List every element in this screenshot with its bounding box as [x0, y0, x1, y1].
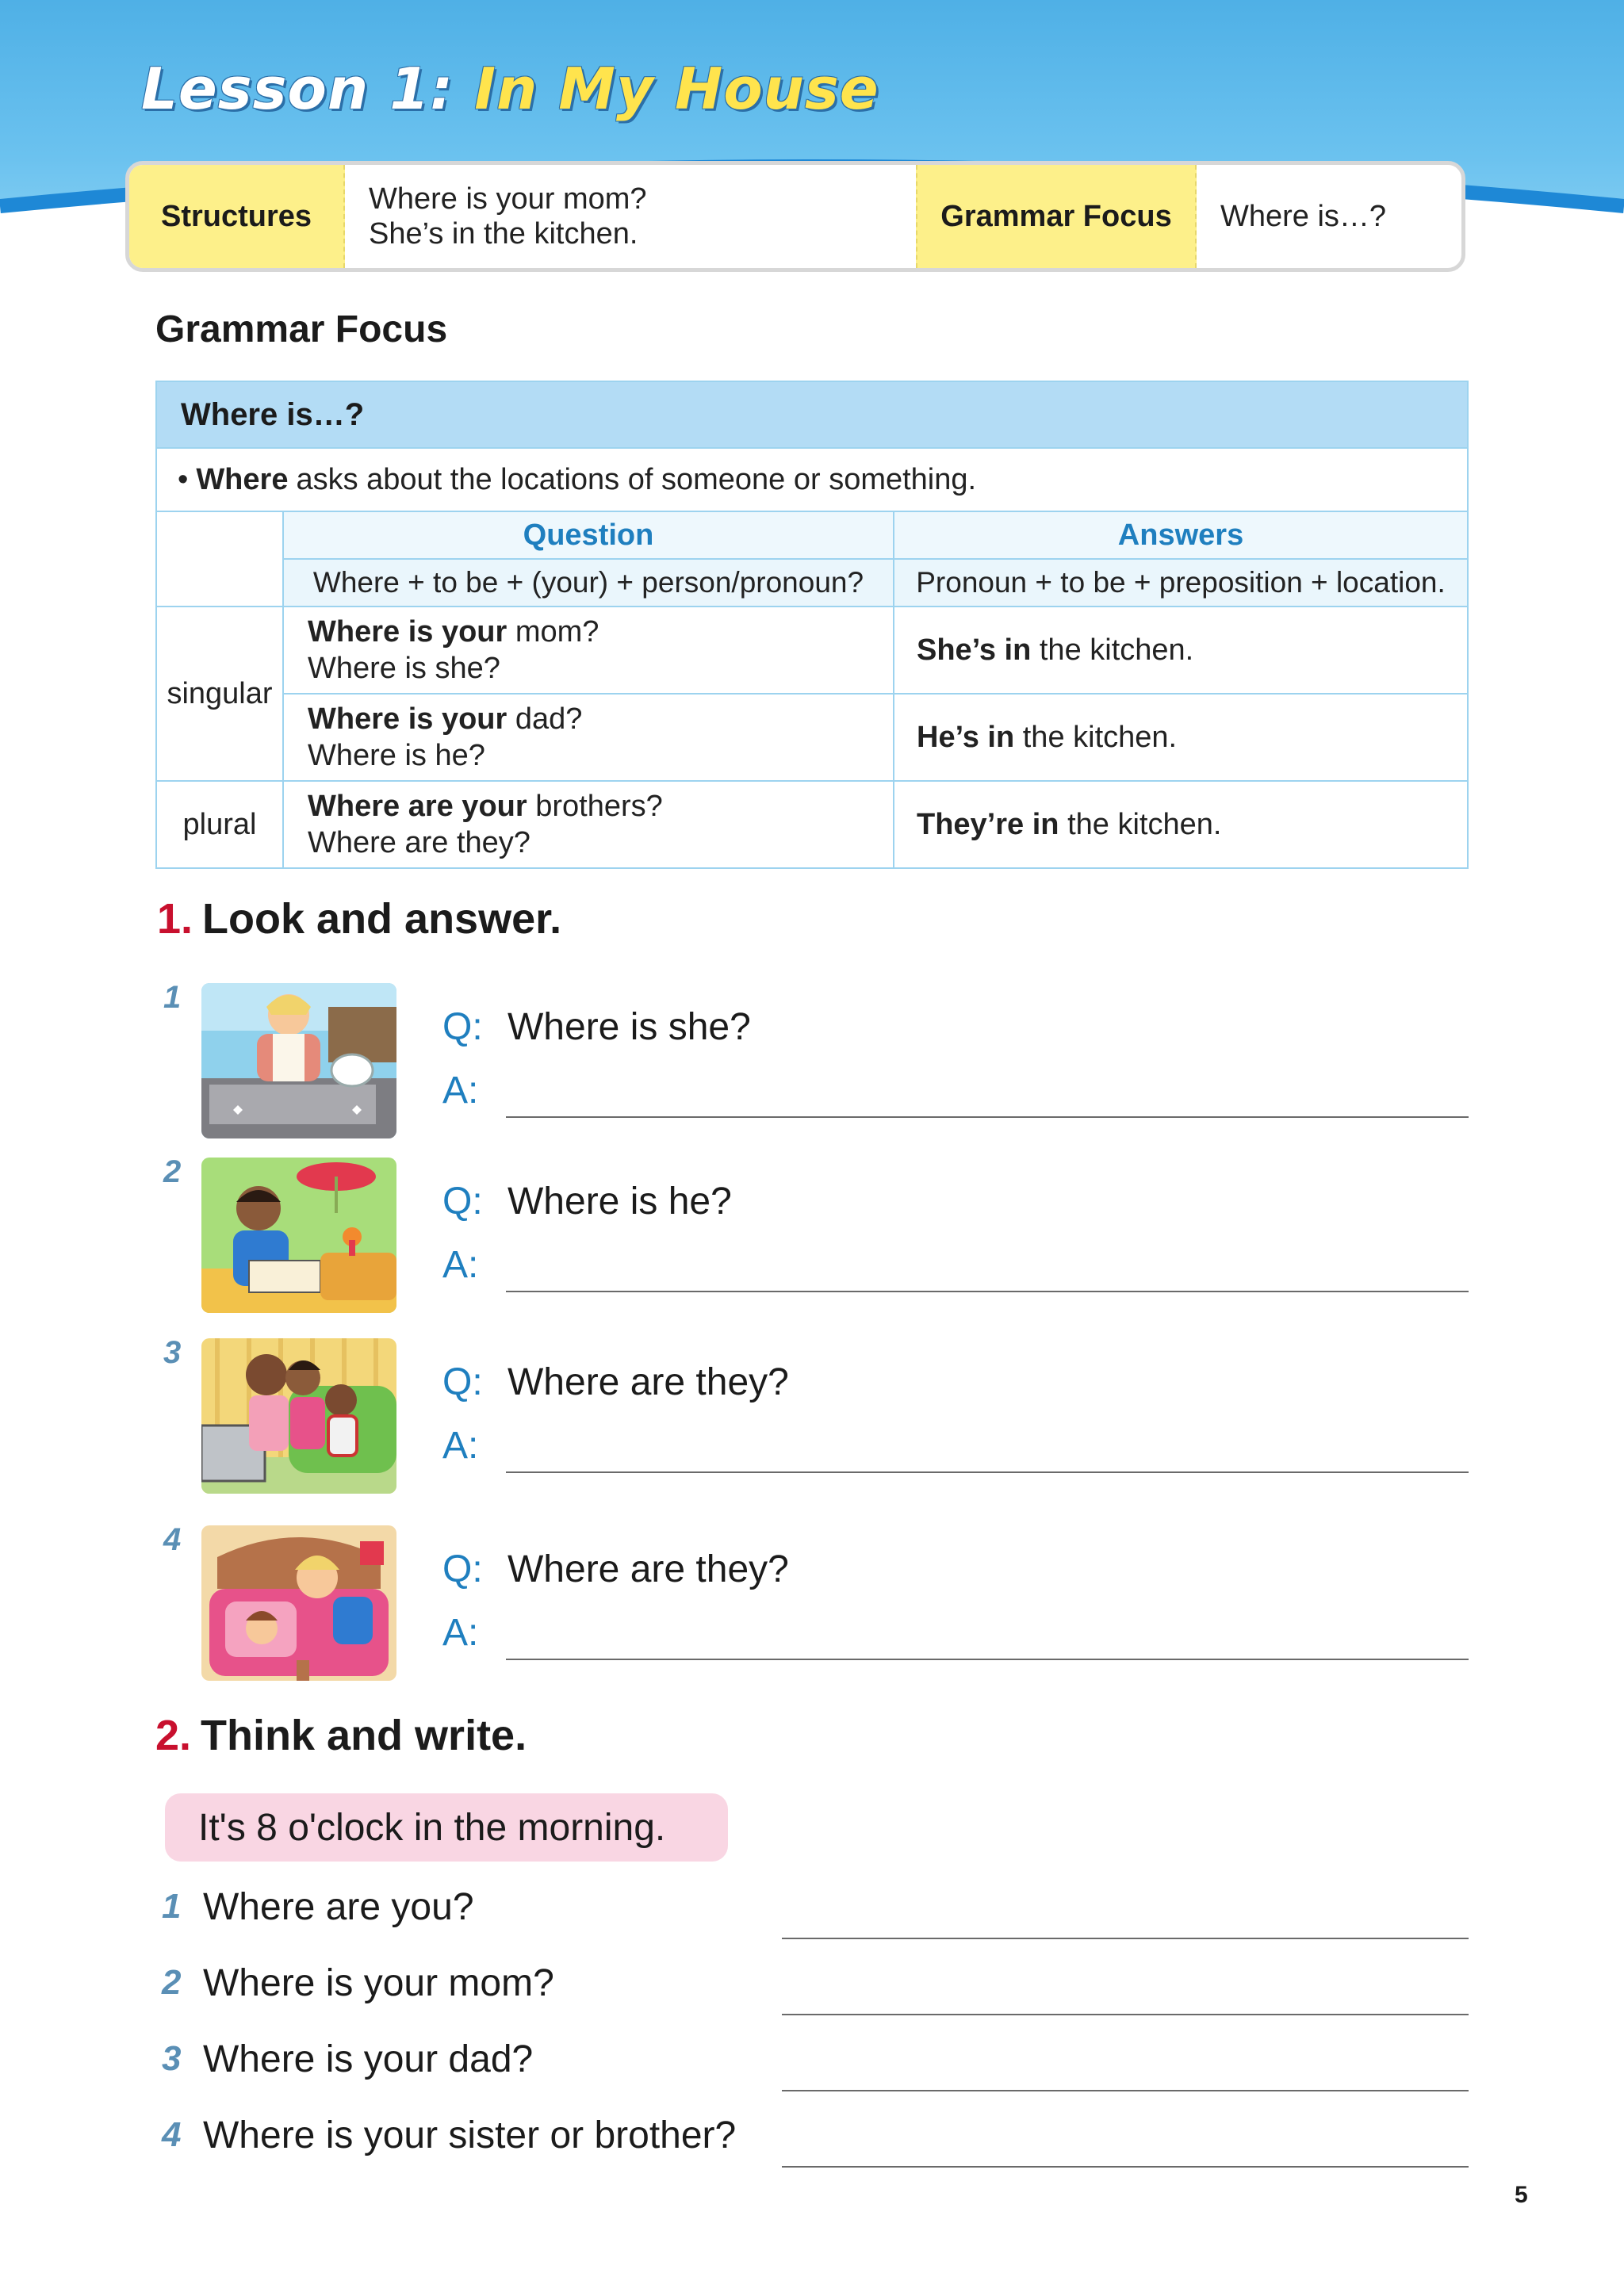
- kitchen-picture: [201, 983, 396, 1138]
- note-bold: Where: [196, 462, 289, 496]
- a-label: A:: [442, 1070, 479, 1112]
- question-cell: [283, 694, 894, 781]
- question-text: Where is she?: [508, 1006, 751, 1048]
- lesson-name: In My House: [474, 55, 879, 122]
- table-header-row: [157, 512, 1467, 559]
- a-rest: the kitchen.: [1022, 720, 1178, 754]
- label-singular: singular: [157, 607, 283, 781]
- answer-line[interactable]: [506, 1659, 1469, 1660]
- exercise-2-heading: [155, 1711, 527, 1760]
- label-plural: plural: [157, 781, 283, 867]
- formula-answer: Pronoun + to be + preposition + location.: [894, 559, 1467, 607]
- bedroom-picture: [201, 1525, 396, 1681]
- q-rest: mom?: [515, 615, 599, 649]
- q-rest: brothers?: [535, 790, 663, 823]
- q-label: Q:: [442, 1181, 483, 1223]
- structures-line-1: Where is your mom?: [369, 182, 647, 216]
- exercise-2-title: Think and write.: [201, 1712, 527, 1759]
- exercise-1-item: [155, 1154, 1469, 1313]
- q-bold: Where are your: [308, 790, 527, 823]
- write-question: Where is your sister or brother?: [203, 2114, 737, 2156]
- lesson-title: [141, 55, 879, 122]
- write-item: [162, 2115, 1469, 2179]
- table-row: [157, 694, 1467, 781]
- q-bold: Where is your: [308, 702, 508, 736]
- write-item-number: 4: [162, 2115, 182, 2154]
- lesson-prefix: Lesson 1:: [141, 55, 454, 122]
- grammar-focus-text: Where is…?: [1220, 200, 1387, 233]
- q-second: Where are they?: [308, 826, 530, 859]
- note-bullet: •: [178, 462, 189, 496]
- a-rest: the kitchen.: [1067, 807, 1222, 841]
- write-item: [162, 1963, 1469, 2026]
- grammar-note: [157, 449, 1467, 512]
- formula-question: Where + to be + (your) + person/pronoun?: [283, 559, 894, 607]
- grammar-box-title: Where is…?: [157, 382, 1467, 449]
- write-answer-line[interactable]: [782, 1938, 1469, 1939]
- note-rest: asks about the locations of someone or something.: [296, 462, 977, 496]
- a-label: A:: [442, 1612, 479, 1654]
- answer-cell: [894, 781, 1467, 867]
- a-label: A:: [442, 1425, 479, 1467]
- answer-line[interactable]: [506, 1291, 1469, 1292]
- structures-label: Structures: [129, 165, 345, 268]
- grammar-focus-label: Grammar Focus: [916, 165, 1197, 268]
- a-bold: He’s in: [917, 720, 1015, 754]
- question-cell: [283, 781, 894, 867]
- write-item: [162, 2039, 1469, 2103]
- exercise-1-title: Look and answer.: [202, 895, 562, 943]
- q-rest: dad?: [515, 702, 583, 736]
- living-room-picture: [201, 1158, 396, 1313]
- structures-text: [345, 165, 916, 268]
- grammar-table: [157, 512, 1467, 867]
- q-second: Where is she?: [308, 652, 500, 685]
- a-bold: She’s in: [917, 633, 1032, 667]
- write-item: [162, 1887, 1469, 1950]
- structures-line-2: She’s in the kitchen.: [369, 217, 638, 251]
- item-number: 3: [163, 1335, 182, 1370]
- q-label: Q:: [442, 1006, 483, 1048]
- write-item-number: 3: [162, 2039, 182, 2078]
- item-number: 4: [163, 1522, 182, 1557]
- formula-row: [157, 559, 1467, 607]
- blank-corner-cell: [157, 512, 283, 607]
- item-number: 2: [163, 1154, 182, 1189]
- column-header-question: Question: [283, 512, 894, 559]
- q-label: Q:: [442, 1361, 483, 1403]
- page-number: 5: [1515, 2182, 1528, 2208]
- write-item-number: 2: [162, 1963, 182, 2002]
- family-sofa-picture: [201, 1338, 396, 1494]
- item-number: 1: [163, 980, 182, 1015]
- q-label: Q:: [442, 1548, 483, 1590]
- write-answer-line[interactable]: [782, 2014, 1469, 2015]
- structures-box: [125, 161, 1465, 272]
- table-row: [157, 781, 1467, 867]
- exercise-1-heading: [157, 894, 561, 943]
- a-rest: the kitchen.: [1039, 633, 1194, 667]
- time-note: It's 8 o'clock in the morning.: [165, 1793, 728, 1862]
- a-label: A:: [442, 1244, 479, 1286]
- exercise-1-item: [155, 980, 1469, 1138]
- write-question: Where are you?: [203, 1886, 474, 1928]
- write-answer-line[interactable]: [782, 2166, 1469, 2168]
- answer-cell: [894, 694, 1467, 781]
- exercise-1-number: 1.: [157, 895, 193, 943]
- exercise-1-item: [155, 1522, 1469, 1681]
- column-header-answers: Answers: [894, 512, 1467, 559]
- write-question: Where is your mom?: [203, 1962, 554, 2004]
- answer-cell: [894, 607, 1467, 694]
- q-bold: Where is your: [308, 615, 508, 649]
- answer-line[interactable]: [506, 1116, 1469, 1118]
- write-answer-line[interactable]: [782, 2090, 1469, 2091]
- question-text: Where is he?: [508, 1181, 732, 1223]
- grammar-focus-heading: Grammar Focus: [155, 308, 448, 350]
- answer-line[interactable]: [506, 1471, 1469, 1473]
- exercise-2-number: 2.: [155, 1712, 192, 1759]
- write-item-number: 1: [162, 1887, 182, 1926]
- write-question: Where is your dad?: [203, 2038, 534, 2080]
- q-second: Where is he?: [308, 739, 485, 772]
- grammar-table-box: [155, 381, 1469, 869]
- table-row: [157, 607, 1467, 694]
- a-bold: They’re in: [917, 807, 1059, 841]
- question-cell: [283, 607, 894, 694]
- question-text: Where are they?: [508, 1548, 789, 1590]
- question-text: Where are they?: [508, 1361, 789, 1403]
- exercise-1-item: [155, 1335, 1469, 1494]
